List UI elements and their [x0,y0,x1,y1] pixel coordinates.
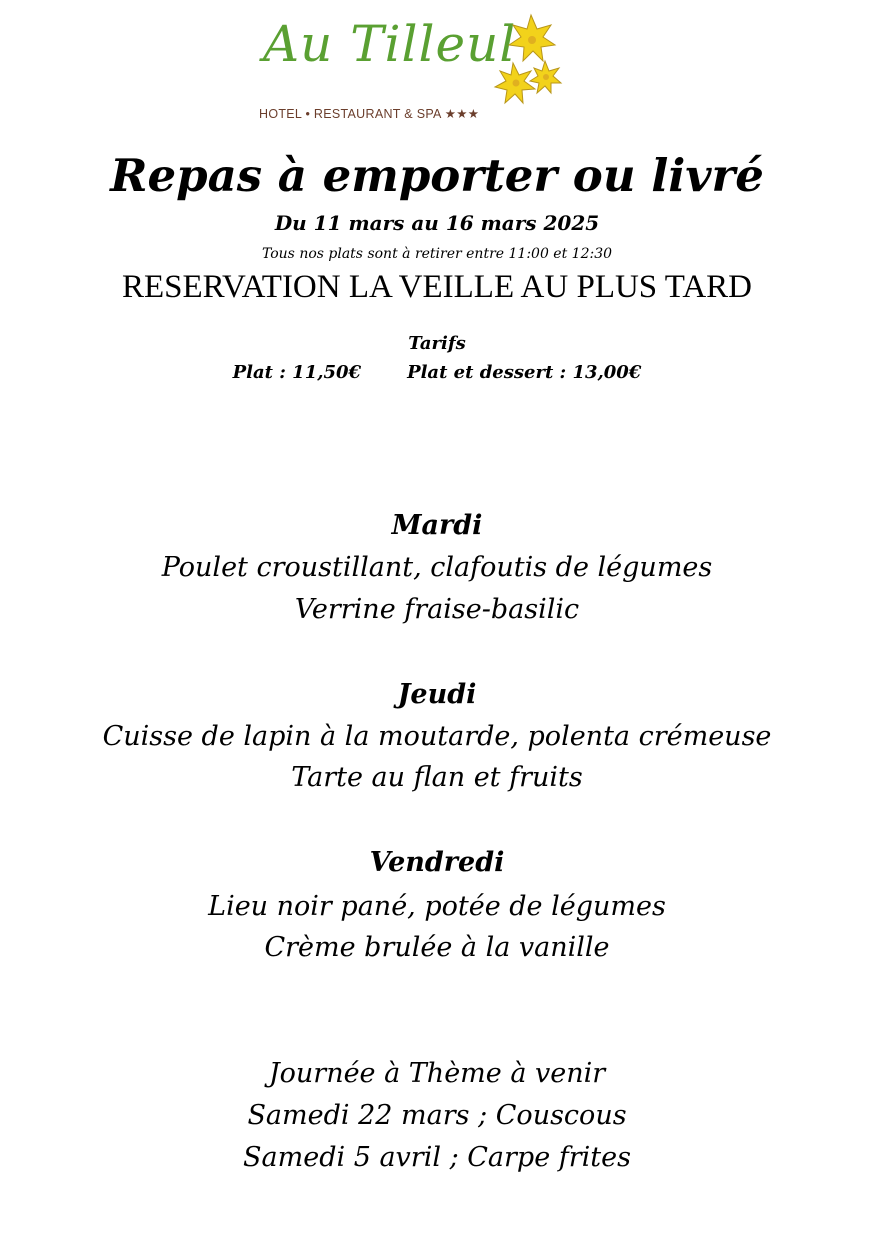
date-range: Du 11 mars au 16 mars 2025 [274,211,600,235]
logo [255,5,575,130]
theme-heading: Journée à Thème à venir [268,1058,606,1089]
tarifs-heading: Tarifs [408,333,466,354]
logo-tagline: HOTEL • RESTAURANT & SPA ★★★ [259,107,480,121]
day-heading: Jeudi [397,679,477,710]
tarifs-line [0,359,874,387]
theme-event: Samedi 5 avril ; Carpe frites [243,1142,631,1173]
main-dish: Poulet croustillant, clafoutis de légumes [161,552,713,583]
logo-name: Au Tilleul [263,15,517,73]
day-heading: Vendredi [369,847,505,878]
price-plat: Plat : 11,50€ [232,362,362,383]
price-plat-dessert: Plat et dessert : 13,00€ [407,362,642,383]
linden-flower-icon [491,5,571,115]
main-dish: Lieu noir pané, potée de légumes [208,891,666,922]
pickup-hours: Tous nos plats sont à retirer entre 11:00 et 12:30 [261,246,613,262]
dessert: Tarte au flan et fruits [291,762,583,793]
day-heading: Mardi [391,510,483,541]
theme-event: Samedi 22 mars ; Couscous [247,1100,627,1131]
reservation-notice: RESERVATION LA VEILLE AU PLUS TARD [121,269,752,305]
page-title: Repas à emporter ou livré [110,149,764,202]
dessert: Verrine fraise-basilic [294,594,580,625]
main-dish: Cuisse de lapin à la moutarde, polenta crémeuse [102,721,772,752]
dessert: Crème brulée à la vanille [264,932,610,963]
